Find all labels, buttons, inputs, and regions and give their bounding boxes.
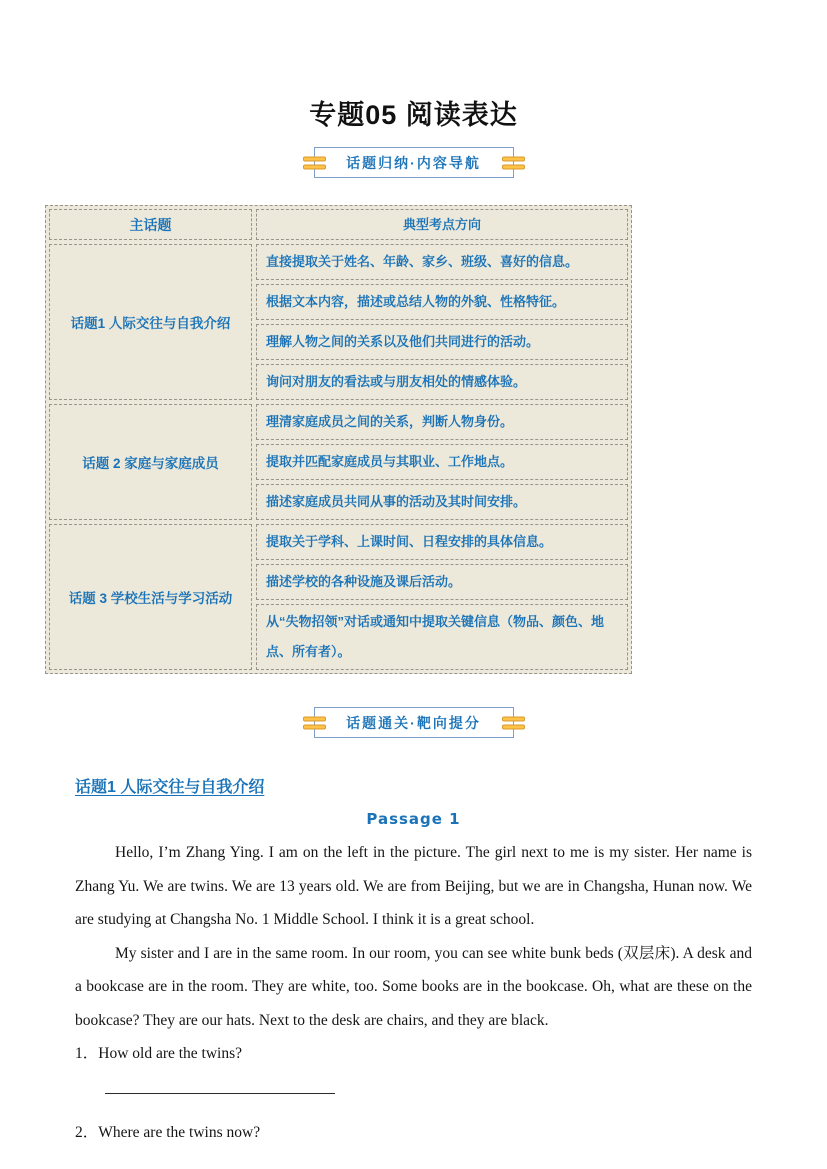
banner-ornament-right-icon bbox=[502, 716, 525, 729]
banner-ornament-right-icon bbox=[502, 156, 525, 169]
practice-banner-label: 话题通关·靶向提分 bbox=[346, 714, 481, 731]
topic-1-label: 话题1 人际交往与自我介绍 bbox=[49, 244, 252, 400]
section-heading-topic1: 话题1 人际交往与自我介绍 bbox=[75, 779, 265, 796]
question-1: 1．How old are the twins? bbox=[75, 1045, 243, 1062]
nav-banner-label: 话题归纳·内容导航 bbox=[346, 154, 481, 171]
table-point: 询问对朋友的看法或与朋友相处的情感体验。 bbox=[256, 364, 628, 400]
page-title: 专题05 阅读表达 bbox=[309, 100, 518, 130]
nav-banner bbox=[314, 147, 514, 178]
table-point: 描述家庭成员共同从事的活动及其时间安排。 bbox=[256, 484, 628, 520]
table-header-topic: 主话题 bbox=[49, 209, 252, 240]
banner-ornament-left-icon bbox=[303, 716, 326, 729]
table-group-row bbox=[47, 242, 630, 402]
table-point: 直接提取关于姓名、年龄、家乡、班级、喜好的信息。 bbox=[256, 244, 628, 280]
topic-3-label: 话题 3 学校生活与学习活动 bbox=[49, 524, 252, 670]
table-header-row bbox=[47, 207, 630, 242]
table-point: 理清家庭成员之间的关系，判断人物身份。 bbox=[256, 404, 628, 440]
table-point: 根据文本内容，描述或总结人物的外貌、性格特征。 bbox=[256, 284, 628, 320]
answer-blank-line bbox=[105, 1093, 335, 1094]
passage-paragraph: My sister and I are in the same room. In our room, you can see white bunk beds (双层床). A desk and a bookcase are in the room. They are white, too. Some books are in the bookcase. Oh, what are these on the bookcase? They are our hats. Next to the desk are chairs, and they are black. bbox=[75, 944, 752, 1029]
passage-title: Passage 1 bbox=[366, 810, 461, 828]
table-header-points: 典型考点方向 bbox=[256, 209, 628, 240]
topic-2-label: 话题 2 家庭与家庭成员 bbox=[49, 404, 252, 520]
passage-paragraph: Hello, I’m Zhang Ying. I am on the left in the picture. The girl next to me is my sister. Her name is Zhang Yu. We are twins. We are 13 years old. We are from Beijing, but we are in Changsha, Hunan now. We are studying at Changsha No. 1 Middle School. I think it is a great school. bbox=[75, 844, 752, 928]
table-point: 描述学校的各种设施及课后活动。 bbox=[256, 564, 628, 600]
practice-banner bbox=[314, 707, 514, 738]
table-point: 提取关于学科、上课时间、日程安排的具体信息。 bbox=[256, 524, 628, 560]
table-point: 从“失物招领”对话或通知中提取关键信息（物品、颜色、地点、所有者）。 bbox=[256, 604, 628, 670]
question-2: 2．Where are the twins now? bbox=[75, 1123, 261, 1141]
topic-navigation-table bbox=[45, 205, 632, 674]
table-point: 提取并匹配家庭成员与其职业、工作地点。 bbox=[256, 444, 628, 480]
table-point: 理解人物之间的关系以及他们共同进行的活动。 bbox=[256, 324, 628, 360]
table-group-row bbox=[47, 522, 630, 672]
table-group-row bbox=[47, 402, 630, 522]
banner-ornament-left-icon bbox=[303, 156, 326, 169]
